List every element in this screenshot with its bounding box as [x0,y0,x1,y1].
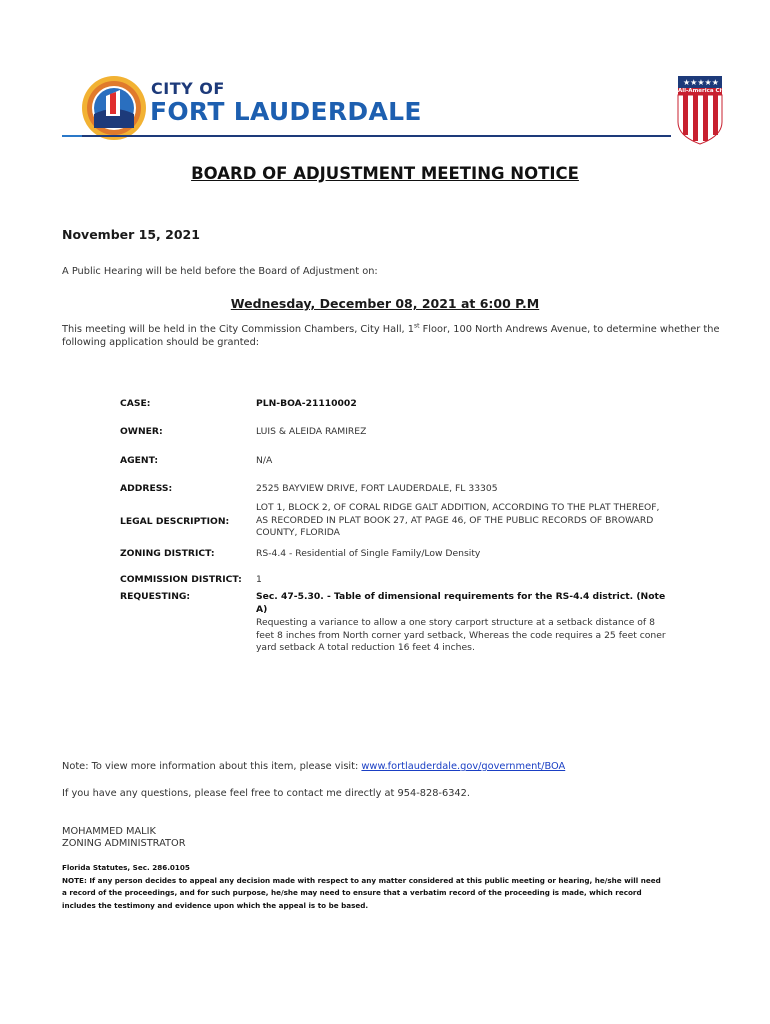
owner-label: OWNER: [120,426,163,437]
owner-value: LUIS & ALEIDA RAMIREZ [256,426,367,437]
city-of-label: CITY OF [151,79,225,98]
signer-name: MOHAMMED MALIK [62,826,156,837]
meeting-datetime: Wednesday, December 08, 2021 at 6:00 P.M [230,296,540,311]
notice-title: BOARD OF ADJUSTMENT MEETING NOTICE [191,164,579,183]
agent-value: N/A [256,455,273,466]
svg-text:★★★★★: ★★★★★ [683,78,719,87]
agent-label: AGENT: [120,455,159,466]
meeting-description [62,323,752,349]
requesting-label: REQUESTING: [120,591,191,602]
notice-intro: A Public Hearing will be held before the Board of Adjustment on: [62,266,378,277]
header-divider-accent [62,135,82,137]
more-info-note-text: Note: To view more information about this item, please visit: [62,761,362,772]
address-value: 2525 BAYVIEW DRIVE, FORT LAUDERDALE, FL 33305 [256,483,498,494]
requesting-value: Sec. 47-5.30. - Table of dimensional requirements for the RS-4.4 district. (Note A) [256,591,666,615]
signature-block [62,826,186,850]
all-america-city-shield-icon [675,74,728,146]
statute-text: NOTE: If any person decides to appeal any decision made with respect to any matter considered at this public meeting or hearing, he/she will need a record of the proceedings, and for such purpose, he/she may need to ensure that a verbatim record of the proceeding is made, which record includes the testimony and evidence upon which the appeal is to be based. [62,875,661,910]
meeting-description-part1: This meeting will be held in the City Commission Chambers, City Hall, 1 [62,324,415,335]
legal-description-value: LOT 1, BLOCK 2, OF CORAL RIDGE GALT ADDITION, ACCORDING TO THE PLAT THEREOF, AS RECORDED IN PLAT BOOK 27, AT PAGE 46, OF THE PUBLIC RECORDS OF BROWARD COUNTY, FLORIDA [256,502,660,538]
zoning-district-label: ZONING DISTRICT: [120,548,215,559]
case-label: CASE: [120,398,151,409]
boa-website-link[interactable]: www.fortlauderdale.gov/government/BOA [361,761,566,772]
more-info-note [62,761,565,772]
commission-district-label: COMMISSION DISTRICT: [120,574,242,585]
legal-description-label: LEGAL DESCRIPTION: [120,516,230,527]
address-label: ADDRESS: [120,483,173,494]
signer-title: ZONING ADMINISTRATOR [62,838,186,849]
contact-questions: If you have any questions, please feel free to contact me directly at 954-828-6342. [62,788,471,799]
notice-date: November 15, 2021 [62,227,200,242]
commission-district-value: 1 [256,574,262,585]
request-detail: Requesting a variance to allow a one story carport structure at a setback distance of 8 feet 8 inches from North corner yard setback, Whereas the code requires a 25 feet coner yard setback A total reduction 16 feet 4 inches. [256,617,666,653]
header-divider [62,135,671,137]
statute-title: Florida Statutes, Sec. 286.0105 [62,863,190,872]
city-seal-logo [80,74,148,142]
meeting-description-part2: Floor, 100 North Andrews Avenue, to determine whether the following application should be granted: [62,324,720,348]
all-america-city-badge [675,74,728,146]
zoning-district-value: RS-4.4 - Residential of Single Family/Low Density [256,548,481,559]
statute-note [62,862,662,912]
meeting-description-sup: st [414,322,420,330]
city-name-label: FORT LAUDERDALE [150,97,422,126]
case-value: PLN-BOA-21110002 [256,398,357,409]
all-america-city-badge-text: All-America City [678,88,728,94]
